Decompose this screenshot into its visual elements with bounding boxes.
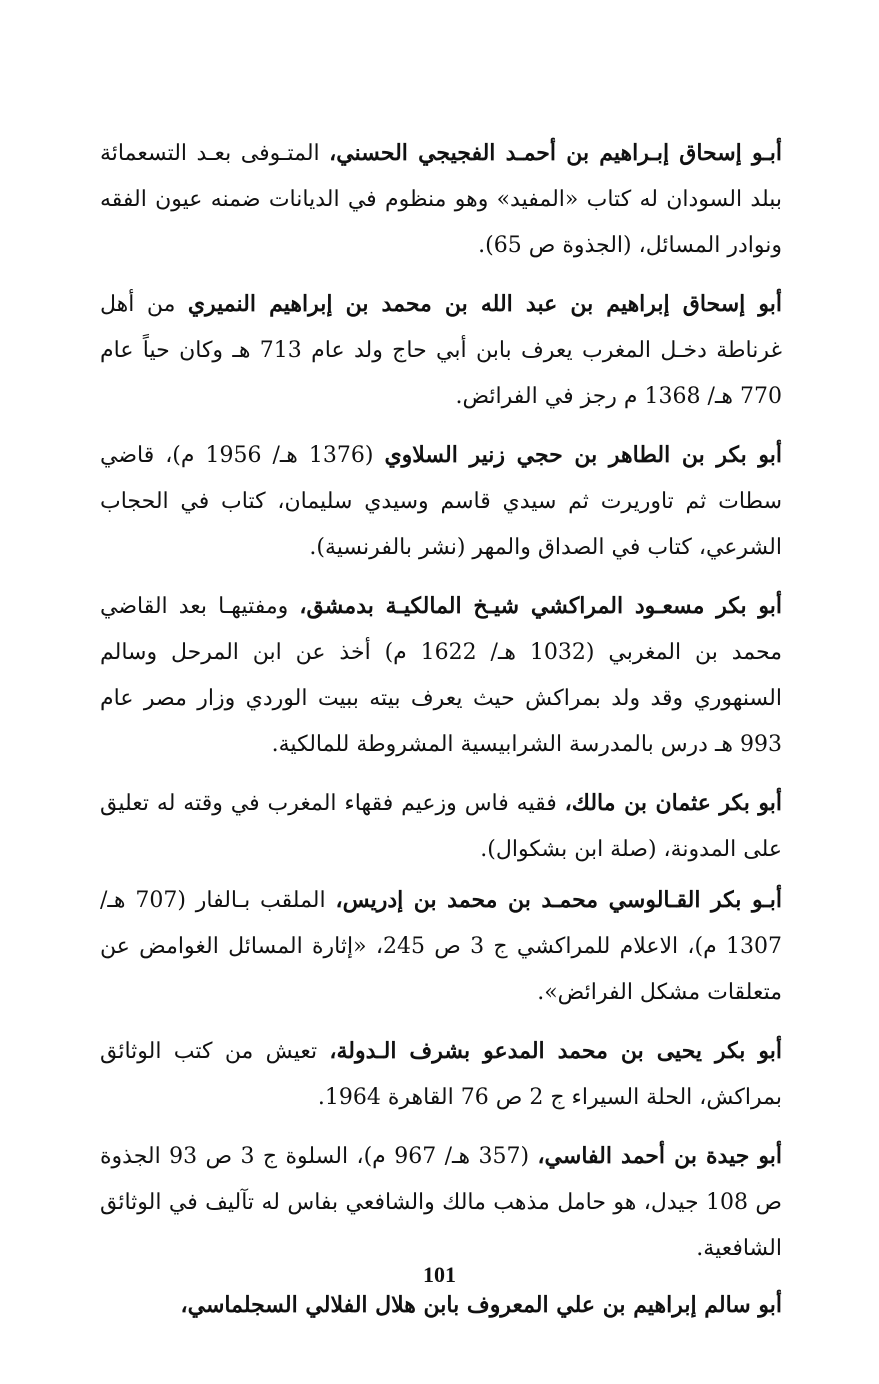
entry-2 [100, 281, 782, 420]
entry-name: أبو إسحاق إبراهيم بن عبد الله بن محمد بن إبراهيم النميري [187, 291, 783, 317]
entry-text: فقيه فاس وزعيم فقهاء المغرب في وقته له تعليق على المدونة، (صلة ابن بشكوال). [100, 791, 782, 862]
entry-name: أبـو بكر القـالوسي محمـد بن محمد بن إدريس، [335, 887, 783, 913]
entry-name: أبـو إسحاق إبـراهيم بن أحمـد الفجيجي الحسني، [329, 140, 782, 166]
entry-6 [100, 877, 782, 1016]
entry-4 [100, 583, 782, 768]
entry-text: ومفتيهـا بعد القاضي محمد بن المغربي (1032 هـ/ 1622 م) أخذ عن ابن المرحل وسالم السنهوري وقد ولد بمراكش حيث يعرف بيته ببيت الوردي وزار مصر عام 993 هـ درس بالمدرسة الشرابيسية المشروطة للمالكية. [100, 594, 782, 757]
entry-name: أبو بكر يحيى بن محمد المدعو بشرف الـدولة، [329, 1038, 782, 1064]
entry-text: المتـوفى بعـد التسعمائة ببلد السودان له كتاب «المفيد» وهو منظوم في الديانات ضمنه عيون الفقه ونوادر المسائل، (الجذوة ص 65). [100, 141, 782, 258]
entry-7 [100, 1028, 782, 1121]
entry-1 [100, 130, 782, 269]
entry-text: من أهل غرناطة دخـل المغرب يعرف بابن أبي حاج ولد عام 713 هـ وكان حياً عام 770 هـ/ 1368 م رجز في الفرائض. [100, 292, 782, 409]
entry-name: أبو سالم إبراهيم بن علي المعروف بابن هلال الفلالي السجلماسي، [180, 1292, 782, 1318]
entry-8 [100, 1133, 782, 1272]
entry-3 [100, 432, 782, 571]
entry-text: (1376 هـ/ 1956 م)، قاضي سطات ثم تاوريرت ثم سيدي قاسم وسيدي سليمان، كتاب في الحجاب الشرعي، كتاب في الصداق والمهر (نشر بالفرنسية). [100, 443, 782, 560]
entry-text: تعيش من كتب الوثائق بمراكش، الحلة السيراء ج 2 ص 76 القاهرة 1964. [100, 1039, 782, 1110]
entry-text: (357 هـ/ 967 م)، السلوة ج 3 ص 93 الجذوة ص 108 جيدل، هو حامل مذهب مالك والشافعي بفاس له تآليف في الوثائق الشافعية. [100, 1144, 782, 1261]
entry-name: أبو بكر عثمان بن مالك، [564, 790, 782, 816]
entry-name: أبو جيدة بن أحمد الفاسي، [537, 1143, 782, 1169]
biographical-entries [100, 130, 782, 1329]
entry-name: أبو بكر مسعـود المراكشي شيـخ المالكيـة بدمشق، [299, 593, 782, 619]
page-number: 101 [423, 1262, 456, 1287]
entry-name: أبو بكر بن الطاهر بن حجي زنير السلاوي [384, 442, 782, 468]
entry-text: الملقب بـالفار (707 هـ/ 1307 م)، الاعلام للمراكشي ج 3 ص 245، «إثارة المسائل الغوامض عن متعلقات مشكل الفرائض». [100, 888, 782, 1005]
entry-5 [100, 780, 782, 873]
entry-9 [100, 1282, 782, 1329]
